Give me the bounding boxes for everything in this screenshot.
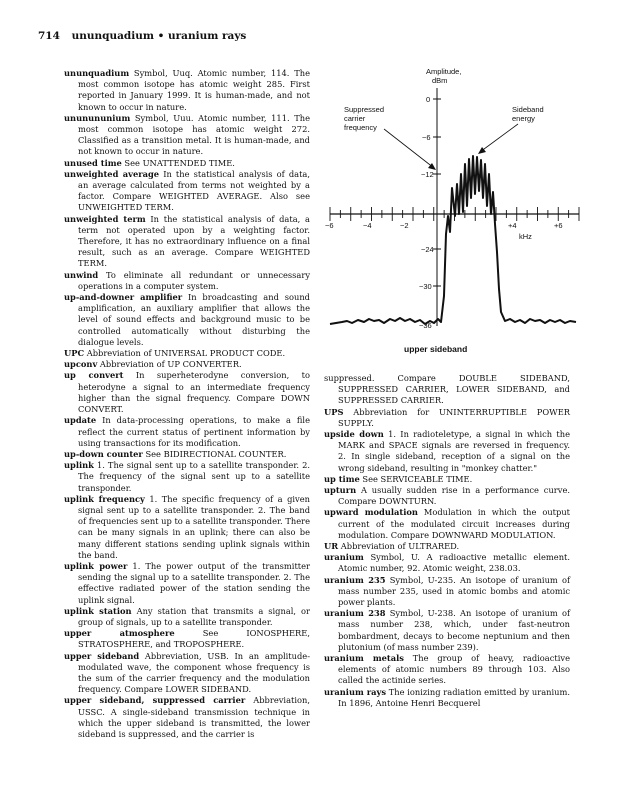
entry-definition: Symbol, U. A radioactive metallic element. Atomic number, 92. Atomic weight, 238.03. — [338, 552, 571, 574]
dictionary-entry — [64, 113, 310, 158]
entry-definition: The group of heavy, radioactive elements of atomic numbers 89 through 103. Also called the actinide series. — [338, 653, 570, 686]
entry-definition: See IONOSPHERE, STRATOSPHERE, and TROPOSPHERE. — [78, 628, 310, 650]
entry-term: unweighted average — [64, 168, 160, 179]
dictionary-entry — [64, 695, 310, 740]
entry-definition: 1. The specific frequency of a given signal sent up to a satellite transponder. 2. The band of frequencies sent up to a satellite transponder. There can be many signals in an uplink; there can also be many different stations sending uplink signals within the band. — [78, 493, 310, 560]
entry-term: up-down counter — [64, 448, 143, 459]
entry-term: uplink station — [64, 605, 132, 616]
entry-definition: Symbol, U-238. An isotope of uranium of mass number 238, which, under fast-neutron bombardment, decays to become neptunium and then plutonium (of mass number 239). — [338, 608, 571, 652]
entry-term: upper sideband, suppressed carrier — [64, 695, 246, 706]
entry-term: uplink — [64, 460, 94, 471]
x-tick-pos6: +6 — [554, 221, 563, 230]
entry-definition: Symbol, U-235. An isotope of uranium of mass number 235, used in atomic bombs and atomic power plants. — [338, 574, 571, 608]
y-tick-6: −6 — [422, 133, 431, 142]
entry-term: upward modulation — [324, 507, 418, 518]
entry-definition: Symbol, Uuq. Atomic number, 114. The most common isotope has atomic weight 285. First reported in January 1999. It is human-made, and not known to occur in nature. — [78, 68, 310, 112]
x-tick-neg4: −4 — [363, 221, 372, 230]
y-tick-12: −12 — [421, 170, 434, 179]
dictionary-entry — [64, 292, 310, 348]
entry-definition: See UNATTENDED TIME. — [124, 157, 235, 168]
entry-definition: Abbreviation for UNINTERRUPTIBLE POWER SUPPLY. — [338, 406, 571, 428]
entry-definition: Abbreviation of UNIVERSAL PRODUCT CODE. — [86, 348, 286, 359]
figure-caption: upper sideband — [404, 344, 468, 354]
entry-term: uranium rays — [324, 686, 386, 697]
entry-definition: In the statistical analysis of data, an average calculated from terms not weighted by a factor. Compare WEIGHTED AVERAGE. Also see UNWEIGHTED TERM. — [78, 168, 311, 213]
entry-definition: Abbreviation of UP CONVERTER. — [99, 359, 242, 370]
running-title: ununquadium • uranium rays — [71, 30, 247, 42]
label-suppressed-line3: frequency — [344, 123, 377, 132]
entry-term: upper atmosphere — [64, 628, 175, 639]
dictionary-entry — [324, 485, 570, 507]
x-tick-neg2: −2 — [400, 221, 409, 230]
dictionary-entry — [64, 370, 310, 415]
entry-definition: Abbreviation of ULTRARED. — [340, 541, 460, 552]
entry-term: update — [64, 415, 97, 426]
entry-term: unweighted term — [64, 213, 146, 224]
entry-term: upside down — [324, 429, 384, 440]
y-tick-24: −24 — [421, 245, 434, 254]
dictionary-entry — [324, 373, 570, 407]
y-tick-0: 0 — [426, 95, 431, 104]
entry-definition: In the statistical analysis of data, a term not operated upon by a weighting factor. Therefore, it has no extraordinary influence on a final result, such as an average. Compare WEIGHTED TERM. — [78, 213, 310, 269]
dictionary-entry — [64, 214, 310, 270]
left-column — [64, 68, 310, 740]
sideband-figure — [322, 64, 584, 364]
dictionary-entry — [64, 460, 310, 494]
entry-definition: In superheterodyne conversion, to heterodyne a signal to an intermediate frequency higher than the signal frequency. Compare DOWN CONVERT. — [78, 370, 310, 415]
page-header — [38, 30, 246, 42]
entry-term: upconv — [64, 359, 98, 370]
y-tick-30: −30 — [419, 282, 432, 291]
entry-definition: Symbol, Uuu. Atomic number, 111. The most common isotope has atomic weight 272. Classified as a transition metal. It is human-made, and not known to occur in nature. — [78, 112, 310, 157]
entry-definition: Any station that transmits a signal, or group of signals, up to a satellite transponder. — [78, 605, 310, 627]
entry-term: UPC — [64, 348, 85, 359]
label-sideband-line2: energy — [512, 114, 535, 123]
arrow-sideband-energy — [480, 124, 518, 152]
right-column — [324, 373, 570, 709]
dictionary-entry — [324, 552, 570, 574]
dictionary-entry — [324, 653, 570, 687]
page-number: 714 — [38, 30, 60, 42]
entry-definition: 1. In radioteletype, a signal in which the MARK and SPACE signals are reversed in frequency. 2. In single sideband, reception of a signal on the wrong sideband, resulting in "monkey chatter." — [338, 429, 570, 473]
entry-definition: See SERVICEABLE TIME. — [362, 473, 473, 484]
spectrum-diagram — [322, 64, 584, 344]
label-sideband-line1: Sideband — [512, 105, 544, 114]
dictionary-entry — [324, 507, 570, 541]
entry-term: unwind — [64, 269, 99, 280]
dictionary-entry — [64, 628, 310, 650]
dictionary-entry — [324, 608, 570, 653]
dictionary-entry — [64, 158, 310, 169]
entry-term: uranium — [324, 552, 364, 563]
dictionary-entry — [324, 541, 570, 552]
dictionary-entry — [64, 270, 310, 292]
dictionary-entry — [324, 575, 570, 609]
entry-definition: Modulation in which the output current of the modulated circuit increases during modulation. Compare DOWNWARD MODULATION. — [338, 507, 570, 540]
entry-definition: 1. The signal sent up to a satellite transponder. 2. The frequency of the signal sent up to a satellite transponder. — [78, 460, 310, 493]
entry-term: ununununium — [64, 112, 131, 123]
entry-definition: In data-processing operations, to make a file reflect the current status of pertinent information by using transactions for its modification. — [78, 415, 310, 448]
dictionary-entry — [324, 474, 570, 485]
y-tick-36: −36 — [419, 321, 432, 330]
x-unit-label: kHz — [519, 232, 532, 241]
entry-definition: A usually sudden rise in a performance curve. Compare DOWNTURN. — [338, 485, 570, 507]
entry-term: uranium metals — [324, 653, 404, 664]
entry-term: upper sideband — [64, 650, 140, 661]
entry-definition: Abbreviation, USSC. A single-sideband transmission technique in which the upper sideband is transmitted, the lower sideband is suppressed, and the carrier is — [78, 695, 310, 739]
dictionary-entry — [64, 169, 310, 214]
entry-term: up-and-downer amplifier — [64, 292, 183, 303]
entry-term: uranium 235 — [324, 574, 386, 585]
entry-definition: suppressed. Compare DOUBLE SIDEBAND, SUPPRESSED CARRIER, LOWER SIDEBAND, and SUPPRESSED CARRIER. — [324, 373, 570, 406]
entry-definition: To eliminate all redundant or unnecessary operations in a computer system. — [78, 269, 311, 291]
dictionary-entry — [64, 606, 310, 628]
dictionary-entry — [64, 348, 310, 359]
entry-term: uplink frequency — [64, 493, 145, 504]
entry-term: UPS — [324, 406, 344, 417]
entry-term: up time — [324, 473, 360, 484]
entry-term: unused time — [64, 157, 122, 168]
dictionary-entry — [64, 415, 310, 449]
label-suppressed-line1: Suppressed — [344, 105, 385, 114]
y-axis-label-line1: Amplitude, — [426, 67, 462, 76]
entry-term: upturn — [324, 485, 357, 496]
entry-term: uranium 238 — [324, 608, 386, 619]
entry-definition: In broadcasting and sound amplification, an auxiliary amplifier that allows the level of sound effects and background music to be controlled automatically without disturbing the dialogue levels. — [78, 292, 310, 347]
spectrum-trace — [330, 156, 576, 324]
dictionary-entry — [324, 429, 570, 474]
y-axis-label-line2: dBm — [432, 76, 448, 85]
entry-definition: 1. The power output of the transmitter sending the signal up to a satellite transponder. 2. The effective radiated power of the station sending the uplink signal. — [78, 560, 310, 605]
dictionary-entry — [64, 449, 310, 460]
entry-definition: The ionizing radiation emitted by uranium. In 1896, Antoine Henri Becquerel — [338, 686, 571, 708]
entry-definition: Abbreviation, USB. In an amplitude-modulated wave, the component whose frequency is the sum of the carrier frequency and the modulation frequency. Compare LOWER SIDEBAND. — [78, 650, 311, 695]
label-suppressed-line2: carrier — [344, 114, 366, 123]
entry-term: uplink power — [64, 560, 128, 571]
entry-term: UR — [324, 541, 339, 552]
entry-term: ununquadium — [64, 68, 130, 78]
dictionary-entry — [324, 407, 570, 429]
dictionary-entry — [64, 68, 310, 113]
dictionary-entry — [64, 359, 310, 370]
entry-definition: See BIDIRECTIONAL COUNTER. — [145, 448, 287, 459]
dictionary-entry — [64, 561, 310, 606]
dictionary-entry — [324, 687, 570, 709]
entry-term: up convert — [64, 370, 124, 381]
dictionary-entry — [64, 494, 310, 561]
x-tick-neg6: −6 — [325, 221, 334, 230]
x-tick-pos4: +4 — [508, 221, 517, 230]
dictionary-entry — [64, 651, 310, 696]
